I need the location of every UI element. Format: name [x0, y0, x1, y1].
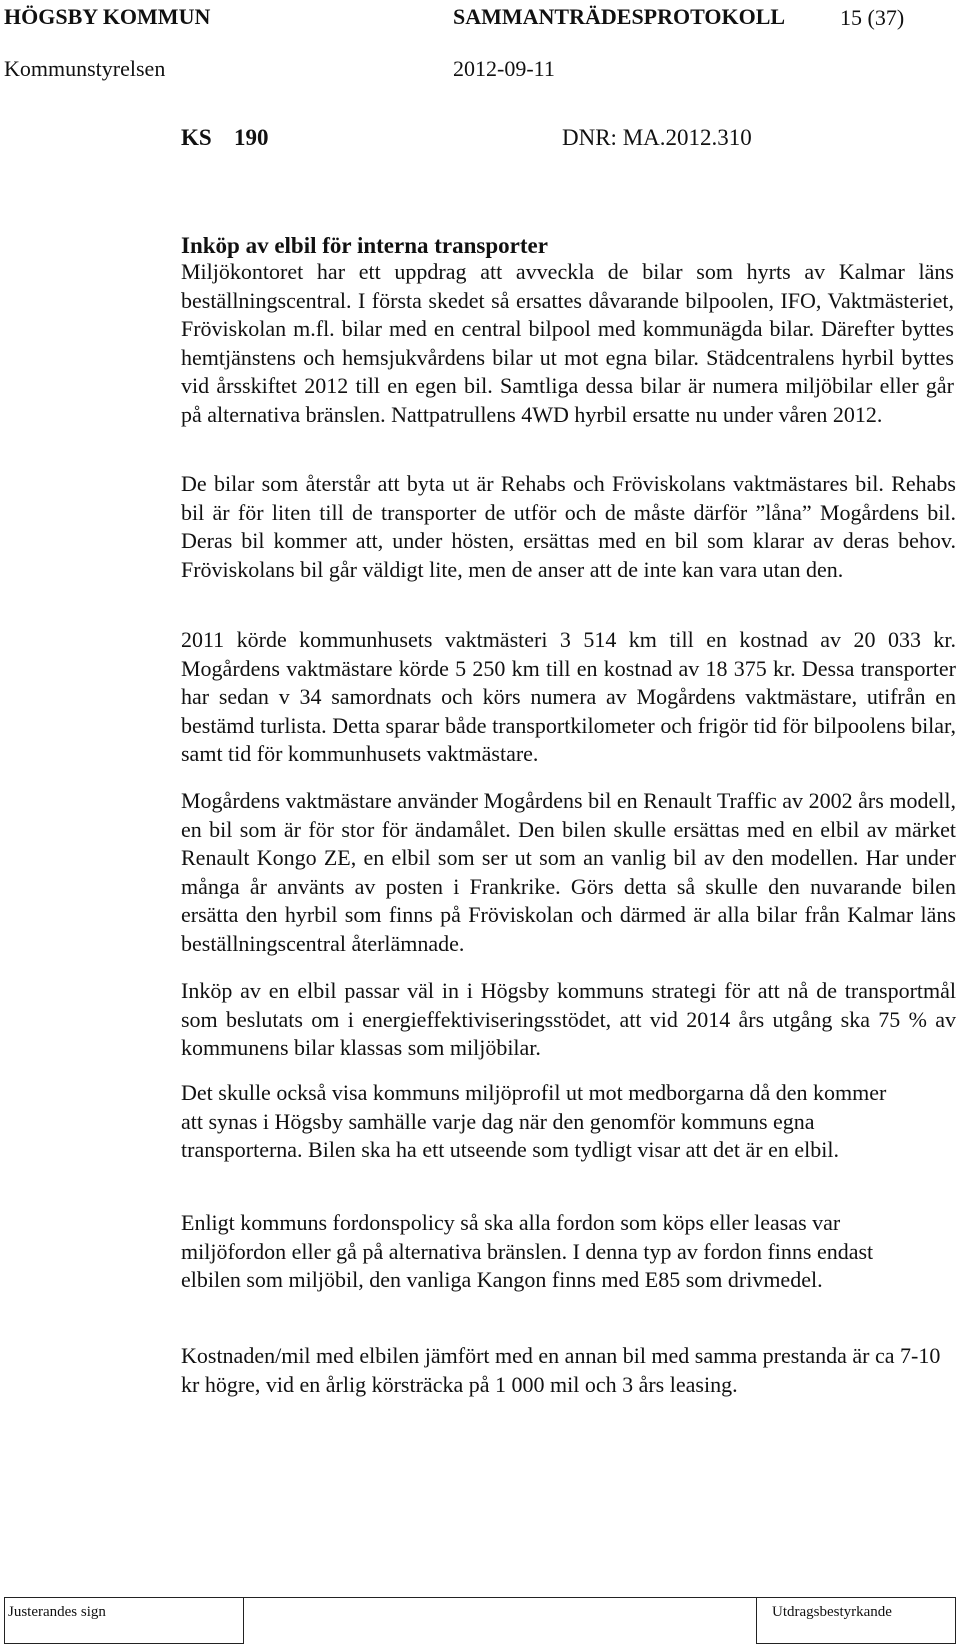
document-title: Inköp av elbil för interna transporter [181, 233, 548, 258]
justerandes-sign-label: Justerandes sign [8, 1604, 106, 1620]
utdragsbestyrkande-label: Utdragsbestyrkande [772, 1604, 892, 1620]
body-paragraph [181, 1342, 956, 1399]
page-number: 15 (37) [840, 5, 905, 30]
body-paragraph [181, 1209, 901, 1295]
paragraph-text: Mogårdens vaktmästare använder Mogårdens bil en Renault Traffic av 2002 års modell, en bil som är för stor för ändamålet. Den bilen skulle ersättas med en elbil av märket Renault Kongo ZE, en elbil som ser ut som an vanlig bil av den modellen. Har under många år använts av posten i Frankrike. Görs detta så skulle den nuvarande bilen ersätta den hyrbil som finns på Fröviskolan och därmed är alla bilar från Kalmar läns beställningscentral återlämnade. [181, 788, 956, 956]
case-number: 190 [234, 125, 269, 150]
meeting-date: 2012-09-11 [453, 56, 555, 81]
body-paragraph [181, 787, 956, 958]
board-name: Kommunstyrelsen [4, 56, 166, 81]
paragraph-text: Det skulle också visa kommuns miljöprofil ut mot medborgarna då den kommer att synas i Högsby samhälle varje dag när den genomför kommuns egna transporterna. Bilen ska ha ett utseende som tydligt visar att det är en elbil. [181, 1080, 887, 1162]
body-paragraph [181, 626, 956, 769]
document-type: SAMMANTRÄDESPROTOKOLL [453, 4, 786, 29]
paragraph-text: De bilar som återstår att byta ut är Rehabs och Fröviskolans vaktmästares bil. Rehabs bil är för liten till de transporter de utför och de måste därför ”låna” Mogårdens bil. Deras bil kommer att, under hösten, ersättas med en bil som klarar av deras behov. Fröviskolans bil går väldigt lite, men de anser att de inte kan vara utan den. [181, 471, 956, 582]
body-paragraph [181, 977, 956, 1063]
paragraph-text: Kostnaden/mil med elbilen jämfört med en annan bil med samma prestanda är ca 7-10 kr högre, vid en årlig körsträcka på 1 000 mil och 3 års leasing. [181, 1343, 941, 1397]
paragraph-text: Inköp av en elbil passar väl in i Högsby kommuns strategi för att nå de transportmål som beslutats om i energieffektiviseringsstödet, att vid 2014 års utgång ska 75 % av kommunens bilar klassas som miljöbilar. [181, 978, 956, 1060]
dnr-reference: DNR: MA.2012.310 [562, 125, 752, 150]
paragraph-text: 2011 körde kommunhusets vaktmästeri 3 514 km till en kostnad av 20 033 kr. Mogårdens vaktmästare körde 5 250 km till en kostnad av 18 375 kr. Dessa transporter har sedan v 34 samordnats och körs numera av Mogårdens vaktmästare, utifrån en bestämd turlista. Detta sparar både transportkilometer och frigör tid för bilpoolens bilar, samt tid för kommunhusets vaktmästare. [181, 627, 956, 766]
paragraph-text: Miljökontoret har ett uppdrag att avveckla de bilar som hyrts av Kalmar läns beställningscentral. I första skedet så ersattes dåvarande bilpoolen, IFO, Vaktmästeriet, Fröviskolan m.fl. bilar med en central bilpool med kommunägda bilar. Därefter byttes hemtjänstens och hemsjukvårdens bilar ut mot egna bilar. Städcentralens hyrbil byttes vid årsskiftet 2012 till en egen bil. Samtliga dessa bilar är numera miljöbilar eller går på alternativa bränslen. Nattpatrullens 4WD hyrbil ersatte nu under våren 2012. [181, 259, 954, 427]
paragraph-text: Enligt kommuns fordonspolicy så ska alla fordon som köps eller leasas var miljöfordon eller gå på alternativa bränslen. I denna typ av fordon finns endast elbilen som miljöbil, den vanliga Kangon finns med E85 som drivmedel. [181, 1210, 874, 1292]
body-paragraph [181, 1079, 901, 1165]
body-paragraph [181, 470, 956, 584]
case-label: KS [181, 125, 212, 150]
municipality-name: HÖGSBY KOMMUN [4, 4, 211, 29]
body-paragraph [181, 258, 954, 429]
